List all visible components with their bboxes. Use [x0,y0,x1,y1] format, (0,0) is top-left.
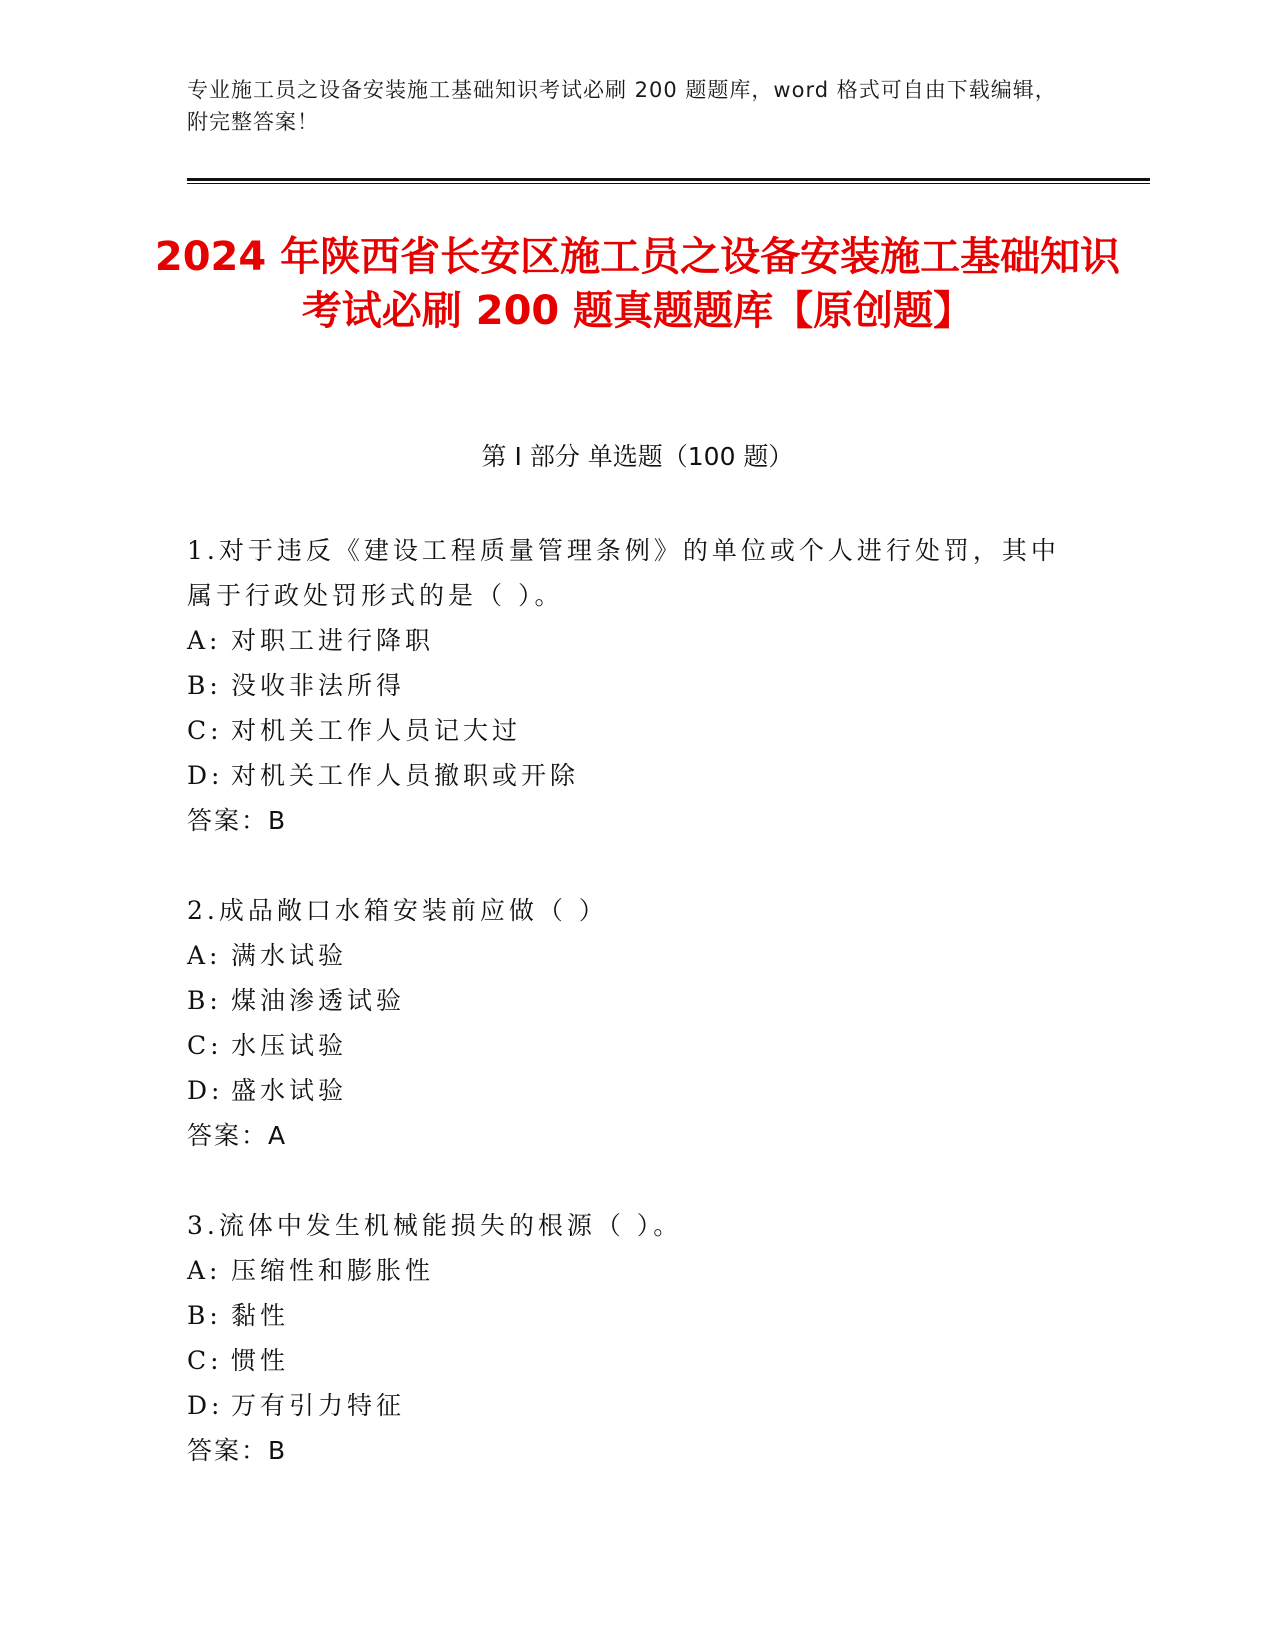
question-3 [187,1203,1087,1473]
option-text: 水压试验 [231,1031,348,1060]
option-b [187,663,1087,708]
option-text: 满水试验 [231,941,348,970]
answer-line: 答案：B [187,1436,288,1465]
option-text: 盛水试验 [231,1076,348,1105]
answer-line: 答案：A [187,1121,288,1150]
question-1 [187,528,1087,843]
option-text: 万有引力特征 [231,1391,406,1420]
question-stem: 3.流体中发生机械能损失的根源（ ）。 [187,1211,683,1240]
option-text: 压缩性和膨胀性 [231,1256,435,1285]
option-letter: B: [187,671,222,700]
option-letter: D: [187,1391,224,1420]
answer-line: 答案：B [187,806,288,835]
option-letter: A: [187,941,222,970]
option-a [187,1248,1087,1293]
option-letter: B: [187,1301,222,1330]
question-stem: 1.对于违反《建设工程质量管理条例》的单位或个人进行处罚，其中属于行政处罚形式的是（ ）。 [187,536,1060,610]
section-heading: 第 I 部分 单选题（100 题） [481,442,794,471]
header-divider-thin [187,183,1150,184]
option-text: 对机关工作人员撤职或开除 [231,761,580,790]
option-letter: C: [187,1031,223,1060]
question-list [187,528,1087,1518]
option-d [187,753,1087,798]
option-letter: A: [187,1256,222,1285]
option-d [187,1383,1087,1428]
option-c [187,708,1087,753]
option-a [187,618,1087,663]
option-text: 惯性 [231,1346,290,1375]
option-a [187,933,1087,978]
option-text: 对机关工作人员记大过 [231,716,522,745]
question-2 [187,888,1087,1158]
option-c [187,1338,1087,1383]
option-b [187,1293,1087,1338]
header-divider-thick [187,178,1150,181]
option-letter: A: [187,626,222,655]
option-text: 没收非法所得 [231,671,406,700]
option-text: 煤油渗透试验 [231,986,406,1015]
option-text: 黏性 [231,1301,290,1330]
document-title: 2024 年陕西省长安区施工员之设备安装施工基础知识考试必刷 200 题真题题库【原创题】 [154,234,1121,334]
option-d [187,1068,1087,1113]
option-text: 对职工进行降职 [231,626,435,655]
option-letter: C: [187,1346,223,1375]
option-b [187,978,1087,1023]
option-letter: B: [187,986,222,1015]
option-letter: D: [187,1076,224,1105]
question-stem: 2.成品敞口水箱安装前应做（ ） [187,896,608,925]
option-letter: C: [187,716,223,745]
option-letter: D: [187,761,224,790]
header-note: 专业施工员之设备安装施工基础知识考试必刷 200 题题库，word 格式可自由下载编辑，附完整答案！ [187,78,1057,134]
option-c [187,1023,1087,1068]
